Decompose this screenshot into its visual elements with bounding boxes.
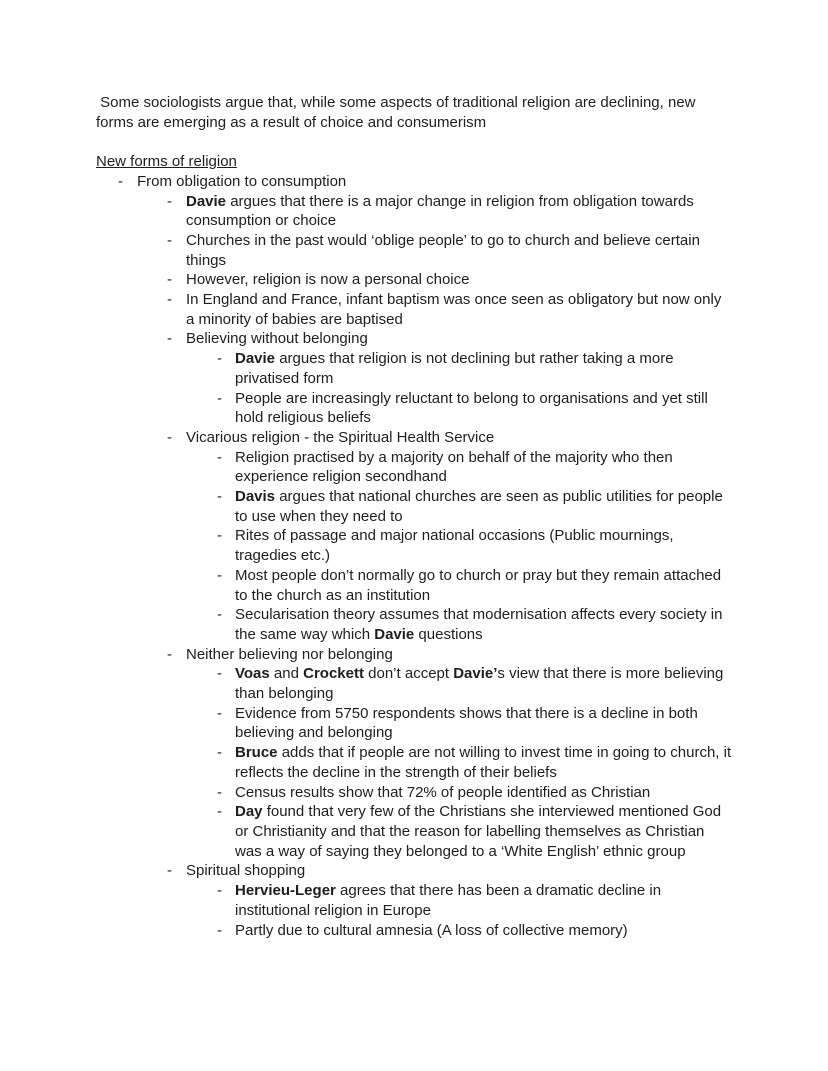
- list-item-text: [235, 664, 732, 703]
- dash-bullet: -: [217, 566, 222, 584]
- text-segment: agrees that there has been a dramatic decline in institutional religion in Europe: [235, 882, 666, 919]
- bold-text-segment: Day: [235, 803, 263, 821]
- list-item-text: [235, 487, 732, 526]
- text-segment: Spiritual shopping: [186, 862, 306, 880]
- list-item: [96, 270, 732, 290]
- list-item-text: [235, 783, 732, 803]
- text-segment: However, religion is now a personal choice: [186, 271, 470, 289]
- list-item-text: [235, 349, 732, 388]
- text-segment: argues that national churches are seen as public utilities for people to use when they need to: [235, 488, 727, 525]
- dash-bullet: -: [217, 527, 222, 545]
- dash-bullet: -: [118, 172, 123, 190]
- text-segment: Religion practised by a majority on behalf of the majority who then experience religion secondhand: [235, 448, 677, 486]
- list-item: [96, 704, 732, 743]
- list-item: [96, 566, 732, 605]
- list-item-text: [186, 231, 732, 270]
- dash-bullet: -: [167, 645, 172, 663]
- dash-bullet: -: [217, 350, 222, 368]
- list-item-text: [186, 290, 732, 329]
- text-segment: In England and France, infant baptism was once seen as obligatory but now only a minority of babies are baptised: [186, 291, 726, 328]
- text-segment: Rites of passage and major national occasions (Public mournings, tragedies etc.): [235, 527, 678, 565]
- dash-bullet: -: [217, 665, 222, 683]
- list-item-text: [186, 192, 732, 231]
- list-item: [96, 389, 732, 428]
- intro-paragraph: [96, 93, 732, 132]
- list-item: [96, 526, 732, 565]
- text-segment: found that very few of the Christians she interviewed mentioned God or Christianity and that the reason for labelling themselves as Christian was a way of saying they belonged to a ‘White English’ ethnic group: [235, 803, 726, 860]
- dash-bullet: -: [217, 783, 222, 801]
- list-item: [96, 172, 732, 192]
- list-item: [96, 290, 732, 329]
- bold-text-segment: Hervieu-Leger: [235, 882, 336, 900]
- text-segment: People are increasingly reluctant to belong to organisations and yet still hold religious beliefs: [235, 389, 712, 427]
- list-item: [96, 448, 732, 487]
- paragraph-text: [96, 94, 700, 131]
- dash-bullet: -: [167, 428, 172, 446]
- dash-bullet: -: [167, 231, 172, 249]
- list-item: [96, 329, 732, 349]
- list-item-text: [235, 743, 736, 782]
- bold-text-segment: Bruce: [235, 744, 278, 762]
- list-item: [96, 231, 732, 270]
- dash-bullet: -: [217, 448, 222, 466]
- blank-line: [96, 132, 732, 152]
- list-item: [96, 802, 732, 861]
- dash-bullet: -: [167, 192, 172, 210]
- text-segment: Partly due to cultural amnesia (A loss of collective memory): [235, 921, 628, 939]
- list-item-text: [137, 172, 732, 192]
- text-segment: Secularisation theory assumes that modernisation affects every society in the same way which: [235, 606, 727, 643]
- dash-bullet: -: [217, 606, 222, 624]
- list-item-text: [235, 566, 732, 605]
- text-segment: s view that there is more believing than belonging: [235, 665, 728, 703]
- text-segment: Evidence from 5750 respondents shows that there is a decline in both believing and belonging: [235, 704, 702, 742]
- list-item-text: [186, 270, 732, 290]
- dash-bullet: -: [217, 882, 222, 900]
- text-segment: argues that religion is not declining but rather taking a more privatised form: [235, 350, 678, 387]
- list-item-text: [235, 921, 732, 941]
- list-item: [96, 192, 732, 231]
- list-item-text: [186, 861, 732, 881]
- list-item-text: [186, 329, 732, 349]
- list-item: [96, 921, 732, 941]
- document-content: [96, 93, 736, 940]
- list-item-text: [235, 881, 732, 920]
- dash-bullet: -: [217, 921, 222, 939]
- text-segment: don’t accept: [363, 665, 454, 683]
- text-segment: Most people don’t normally go to church or pray but they remain attached to the church as an institution: [235, 566, 726, 604]
- list-item: [96, 881, 732, 920]
- text-segment: Believing without belonging: [186, 330, 368, 348]
- list-item: [96, 428, 732, 448]
- list-item-text: [235, 448, 732, 487]
- bold-text-segment: Voas: [235, 665, 270, 683]
- text-segment: New forms of religion: [96, 153, 237, 171]
- text-segment: From obligation to consumption: [137, 172, 347, 190]
- text-segment: and: [269, 665, 304, 683]
- list-item-text: [235, 802, 732, 861]
- dash-bullet: -: [167, 862, 172, 880]
- list-item: [96, 605, 732, 644]
- dash-bullet: -: [167, 291, 172, 309]
- text-segment: questions: [414, 625, 483, 643]
- dash-bullet: -: [217, 704, 222, 722]
- bold-text-segment: Davie’: [453, 665, 498, 683]
- list-item: [96, 783, 732, 803]
- list-item-text: [235, 704, 732, 743]
- bold-text-segment: Davie: [374, 625, 415, 643]
- list-item: [96, 664, 732, 703]
- section-heading: [96, 152, 732, 172]
- list-item: [96, 743, 736, 782]
- text-segment: Some sociologists argue that, while some aspects of traditional religion are declining, new forms are emerging as a result of choice and consumerism: [96, 94, 700, 131]
- text-segment: Churches in the past would ‘oblige people’ to go to church and believe certain things: [186, 231, 705, 269]
- text-segment: Census results show that 72% of people identified as Christian: [235, 783, 651, 801]
- text-segment: Vicarious religion - the Spiritual Health Service: [186, 428, 495, 446]
- dash-bullet: -: [217, 744, 222, 762]
- bold-text-segment: Davie: [235, 350, 276, 368]
- heading-text: [96, 153, 237, 170]
- dash-bullet: -: [167, 271, 172, 289]
- text-segment: Neither believing nor belonging: [186, 645, 393, 663]
- dash-bullet: -: [217, 389, 222, 407]
- list-item-text: [186, 645, 732, 665]
- list-item-text: [235, 526, 732, 565]
- list-item: [96, 861, 732, 881]
- bold-text-segment: Davie: [186, 192, 227, 210]
- list-item-text: [235, 605, 732, 644]
- dash-bullet: -: [167, 330, 172, 348]
- list-item-text: [186, 428, 732, 448]
- text-segment: argues that there is a major change in religion from obligation towards consumption or choice: [186, 192, 698, 230]
- list-item: [96, 645, 732, 665]
- list-item-text: [235, 389, 732, 428]
- dash-bullet: -: [217, 803, 222, 821]
- list-item: [96, 349, 732, 388]
- list-item: [96, 487, 732, 526]
- text-segment: adds that if people are not willing to invest time in going to church, it reflects the decline in the strength of their beliefs: [235, 744, 736, 781]
- bold-text-segment: Davis: [235, 488, 276, 506]
- bold-text-segment: Crockett: [303, 665, 364, 683]
- dash-bullet: -: [217, 488, 222, 506]
